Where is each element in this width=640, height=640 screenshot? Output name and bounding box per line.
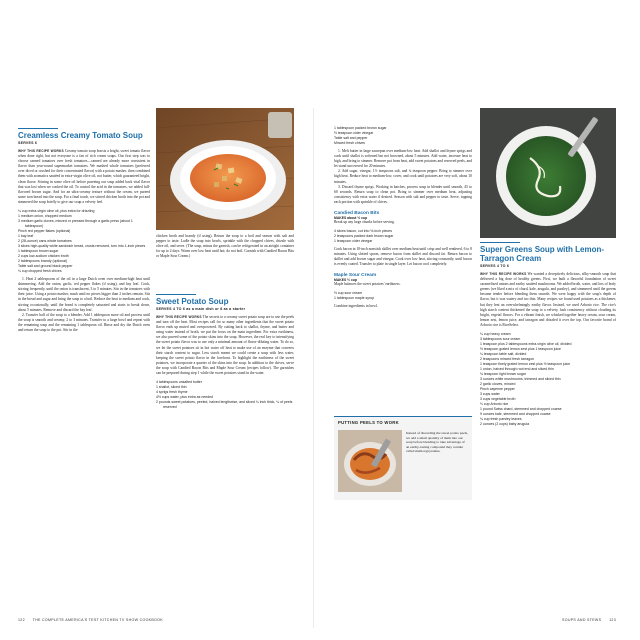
bacon-intro: Break up any large chunks before serving. [334, 220, 395, 225]
ingredient-item: 2 teaspoons packed dark brown sugar [334, 234, 394, 239]
greens-section [480, 242, 616, 427]
ingredient-item: 2 tablespoons brandy (optional) [18, 259, 68, 264]
maple-intro: Maple balances the sweet potatoes' earthiness. [334, 282, 401, 287]
ingredient-item: Table salt and pepper [334, 136, 368, 140]
page-number: 123 [609, 618, 616, 622]
ingredient-item: 4 sprigs fresh thyme [156, 390, 188, 395]
sweet-serves-label: SERVES 4 TO 6 as a main dish or 8 as a starter [156, 307, 246, 311]
bacon-makes: MAKES about ½ cup [334, 216, 368, 221]
greens-soup-image [480, 108, 616, 238]
step: 1. Heat 2 tablespoons of the oil in a large Dutch oven over medium-high heat until shimmering. Add the onion, garlic, red pepper flakes (if using), and bay leaf. Cook, stirring frequently, until the onion is translucent, 3 to 5 minutes. Stir in the tomatoes with their juice. Using a potato masher, mash until no pieces bigger than 2 inches remain. Stir in the bread and sugar and bring the soup to a boil. Reduce the heat to medium and cook, stirring occasionally, until the bread is completely saturated and starts to break down, about 5 minutes. Remove and discard the bay leaf. [18, 277, 150, 312]
ingredient-item: ½ teaspoon grated lemon zest plus 1 teaspoon juice [480, 347, 561, 352]
ingredient-item: 3 slices high-quality white sandwich bread, crusts removed, torn into 1-inch pieces [18, 244, 146, 249]
tip-box [334, 416, 472, 500]
ingredient-item: 1 tablespoon brown sugar [18, 249, 59, 254]
ingredient-item: 4 slices bacon, cut into ½-inch pieces [334, 229, 392, 234]
steps [18, 277, 150, 333]
why-text: Creamy tomato soup boosts a bright, sweet tomato flavor when done right, but not everyone is a fan of rich cream soups. Our first step was to choose canned tomatoes over fresh tomatoes—canned are already more consistent in flavor than year-round supermarket tomatoes. We mashed whole tomatoes (preferred over diced or crushed for their concentrated flavor) with a potato masher, then combined them with aromatics sautéed in extra-virgin olive oil, not butter, which guaranteed bright, clean flavor. Stirring in some olive oil before pureeing our soup added back vital flavor that was lost when we cooked the oil. To control the acid in the tomatoes, we added full-flavored brown sugar. And for an ultra-creamy texture without the cream, we pureed some torn bread into the soup. For a final touch, we stirred chicken broth into the pot and simmered the soup briefly to give our soup a velvety feel. [18, 149, 150, 204]
bacon-steps: Cook bacon in 10-inch nonstick skillet over medium heat until crisp and well rendered, 6 to 8 minutes. Using slotted spoon, remove bacon from skillet and discard fat. Return bacon to skillet and add brown sugar and vinegar. Cook over low heat, stirring constantly, until bacon is evenly coated. Transfer to plate in single layer. Let bacon cool completely. [334, 247, 472, 267]
ingredient-item: 2 teaspoons minced fresh tarragon [480, 357, 535, 362]
serves-label: SERVES 6 [18, 141, 38, 145]
sweet-potato-title: Sweet Potato Soup [156, 297, 229, 306]
maple-title: Maple Sour Cream [334, 273, 377, 279]
ingredient-item: Minced fresh chives [334, 141, 365, 145]
peels-image [338, 430, 402, 492]
ingredient-item: 1 onion, halved through root end and sliced thin [480, 367, 554, 372]
ingredient-item: 1 teaspoon finely grated lemon zest plus ½ teaspoon juice [480, 362, 571, 367]
step: 2. Transfer half of the soup to a blender. Add 1 tablespoon more oil and process until the soup is smooth and creamy, 2 to 3 minutes. Transfer to a large bowl and repeat with the remaining soup and the remaining 1 tablespoon oil. Rinse and dry the Dutch oven and return the soup to the pot. Stir in the [18, 312, 150, 332]
why-label: WHY THIS RECIPE WORKS [18, 149, 64, 153]
step: 2. Add sugar, vinegar, 1½ teaspoons salt, and ¼ teaspoon pepper. Bring to simmer over high heat. Reduce heat to medium-low, cover, and cook until potatoes are very soft, about 10 minutes. [334, 169, 472, 184]
tomato-soup-image [156, 108, 294, 230]
sweet-why-text: The secrets to a creamy sweet potato soup are to use the peels and turn off the heat. Most recipes call for so many other ingredients that the sweet potato flavor ends up muted and overpowered. By cutting back to shallot, thyme, and butter and using water instead of broth, we put the focus on the main ingredient. For extra earthiness, we also pureed some of the potato skins into the soup. However, the real key to intensifying the sweet potato flavor was to use only a minimal amount of flavor-diluting water. To do so, we let the sweet potatoes sit in hot water off heat to make use of an enzyme that converts their starch content to sugar. Less starch meant we could create a soup with less water, keeping the sweet potato flavor in the forefront. To highlight the earthiness of the sweet potatoes, we incorporate a quarter of the skins into the soup. In addition to the chives, serve the soup with Candied Bacon Bits and Maple Sour Cream (recipes follow). The garnishes can be prepared during step 1 while the sweet potatoes stand in the water. [156, 315, 294, 376]
greens-why-paragraph [480, 272, 616, 328]
left-col-1 [18, 128, 150, 333]
ingredient-item: ½ cup sour cream [334, 291, 363, 296]
right-col-1 [334, 126, 472, 310]
section-rule [480, 242, 520, 243]
ingredient-item: 3 cups vegetable broth [480, 397, 516, 402]
peels-photo [338, 430, 402, 492]
ingredient-item: 3 medium garlic cloves, minced or pressed through a garlic press (about 1 tablespoon) [18, 219, 133, 229]
ingredient-item: 1 tablespoon packed brown sugar [334, 126, 387, 130]
ingredient-item: 2 (28-ounce) cans whole tomatoes [18, 239, 72, 244]
gutter [313, 108, 314, 628]
step: 3. Discard thyme sprigs. Working in batches, process soup in blender until smooth, 45 to 60 seconds. Return soup to clean pot. Bring to simmer over medium heat, adjusting consistency with extra water if desired. Season with salt and pepper to taste. Serve, topping each portion with sprinkle of chives. [334, 184, 472, 204]
ingredient-item: ½ teaspoon cider vinegar [334, 131, 374, 135]
ingredient-item: ¼ cup extra-virgin olive oil, plus extra for drizzling [18, 209, 95, 214]
ingredient-item: 1 teaspoon cider vinegar [334, 239, 373, 244]
ingredient-item: 3 tablespoons sour cream [480, 337, 521, 342]
section-name: SOUPS AND STEWS [562, 618, 602, 622]
ingredient-item: 1 pound Swiss chard, stemmed and chopped coarse [480, 407, 562, 412]
step: 1. Melt butter in large saucepan over medium-low heat. Add shallot and thyme sprigs and cook until shallot is softened but not browned, about 5 minutes. Add water, increase heat to high, and bring to simmer. Remove pot from heat, add sweet potatoes and reserved peels, and let stand uncovered for 20 minutes. [334, 149, 472, 169]
section-rule [156, 294, 196, 295]
ingredient-item: 1 tablespoon maple syrup [334, 296, 375, 301]
sweet-why-label: WHY THIS RECIPE WORKS [156, 315, 202, 319]
bacon-title: Candied Bacon Bits [334, 211, 380, 217]
sweet-steps [334, 149, 472, 205]
ingredient-list [18, 209, 150, 274]
ingredient-item: 1 bay leaf [18, 234, 34, 239]
continued-text: chicken broth and brandy (if using). Return the soup to a boil and season with salt and pepper to taste. Ladle the soup into bowls, sprinkle with the chopped chives, drizzle with olive oil, and serve. (The soup, minus the garnish, can be refrigerated in an airtight container for up to 2 days. Warm over low heat until hot; do not boil. Garnish with Candied Bacon Bits or Maple Sour Cream.) [156, 234, 294, 259]
sweet-ingredient-list [156, 380, 294, 410]
ingredient-item: 1 teaspoon plus 2 tablespoons extra-virgin olive oil, divided [480, 342, 572, 347]
ingredient-item: Pinch red pepper flakes (optional) [18, 229, 71, 234]
greens-why-text: We wanted a deceptively delicious, silky-smooth soup that delivered a big dose of healthy greens. First, we built a flavorful foundation of sweet caramelized onions and earthy sautéed mushrooms. We added broth, water, and lots of leafy greens (we liked a mix of chard, kale, arugula, and parsley), and simmered until the greens became tender before blending them smooth. We were happy with the soup's depth of flavor, but it was watery and too thin. Many recipes we found used potatoes as a thickener, but they lent an overwhelmingly earthy flavor. Instead, we used Arborio rice. The rice's high starch content thickened the soup to a velvety, lush consistency without clouding its bright, vegetal flavors. For a vibrant finish, we whisked together heavy cream, sour cream, lemon zest, lemon juice, and tarragon and drizzled it over the top. Our favorite brand of Arborio rice is RiceSelect. [480, 272, 616, 327]
tip-text: Instead of discarding the sweet potato peels, we add a small quantity of them into our soup before blending to take advantage of an earthy-tasting compound they contain called methoxypyrazine. [406, 431, 468, 454]
greens-soup-photo [480, 108, 616, 238]
right-footer [562, 618, 616, 622]
greens-ingredient-list [480, 332, 616, 427]
ingredient-item: 4 tablespoons unsalted butter [156, 380, 202, 385]
ingredient-item: Pinch cayenne pepper [480, 387, 515, 392]
ingredient-item: ¼ cup fresh parsley leaves [480, 417, 522, 422]
recipe-title: Creamless Creamy Tomato Soup [18, 131, 143, 140]
greens-why-label: WHY THIS RECIPE WORKS [480, 272, 527, 276]
ingredient-item: 1 medium onion, chopped medium [18, 214, 72, 219]
sweet-potato-section [156, 294, 294, 410]
sweet-ingredient-list-cont [334, 126, 472, 146]
ingredient-item: ⅓ cup Arborio rice [480, 402, 509, 407]
ingredient-item: ¼ teaspoon table salt, divided [480, 352, 527, 357]
ingredient-item: 2 pounds sweet potatoes, peeled, halved lengthwise, and sliced ¼ inch thick, ¼ of peels reserved [156, 400, 293, 410]
greens-serves: SERVES 4 TO 6 [480, 264, 510, 268]
ingredient-item: ¼ cup heavy cream [480, 332, 511, 337]
maple-makes: MAKES ½ cup [334, 278, 357, 283]
maple-ingredients [334, 291, 472, 301]
tomato-soup-photo [156, 108, 294, 230]
maple-steps: Combine ingredients in bowl. [334, 304, 378, 309]
left-footer [18, 618, 163, 622]
tip-title: PUTTING PEELS TO WORK [338, 420, 399, 425]
greens-title: Super Greens Soup with Lemon-Tarragon Cream [480, 245, 605, 263]
ingredient-item: ¼ cup chopped fresh chives [18, 269, 62, 274]
ingredient-item: 4½ cups water, plus extra as needed [156, 395, 214, 400]
ingredient-item: 2 ounces (2 cups) baby arugula [480, 422, 530, 427]
book-title: THE COMPLETE AMERICA'S TEST KITCHEN TV SHOW COOKBOOK [32, 618, 163, 622]
ingredient-item: ¾ teaspoon light brown sugar [480, 372, 526, 377]
ingredient-item: Table salt and ground black pepper [18, 264, 73, 269]
why-paragraph [18, 149, 150, 205]
sweet-why-paragraph [156, 315, 294, 376]
title-rule [18, 128, 58, 129]
right-page [320, 108, 626, 633]
ingredient-item: 2 cups low-sodium chicken broth [18, 254, 69, 259]
ingredient-item: 3 cups water [480, 392, 500, 397]
bacon-ingredients [334, 229, 472, 244]
ingredient-item: 2 garlic cloves, minced [480, 382, 516, 387]
ingredient-item: 1 shallot, sliced thin [156, 385, 187, 390]
ingredient-item: 9 ounces kale, stemmed and chopped coarse [480, 412, 551, 417]
page-number: 122 [18, 618, 25, 622]
left-page [0, 108, 306, 633]
ingredient-item: 3 ounces white mushrooms, trimmed and sliced thin [480, 377, 561, 382]
